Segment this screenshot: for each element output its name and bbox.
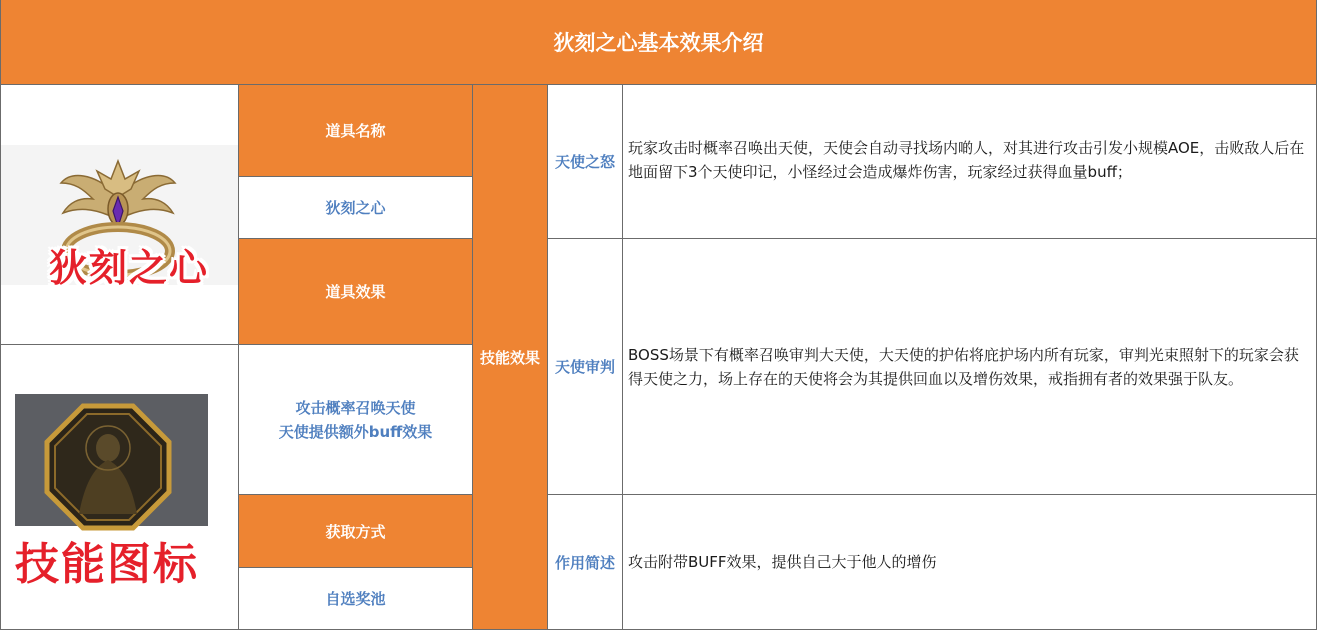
- item-name-value: [239, 177, 472, 238]
- skill-description: 玩家攻击时概率召唤出天使，天使会自动寻找场内啲人，对其进行攻击引发小规模AOE，击败敌人后在地面留下3个天使印记，小怪经过会造成爆炸伤害，玩家经过获得血量buff；: [628, 138, 1305, 181]
- grid-line: [472, 84, 473, 630]
- skill-icon-image-cell: [1, 346, 238, 629]
- item-effect-line: 攻击概率召唤天使: [295, 398, 416, 417]
- grid-line: [547, 494, 1317, 495]
- grid-line: [238, 344, 472, 345]
- grid-line: [547, 84, 548, 630]
- skill-icon-caption: 技能图标: [15, 539, 199, 590]
- grid-line: [622, 84, 623, 630]
- grid-line: [238, 238, 472, 239]
- skill-description: 攻击附带BUFF效果，提供自己大于他人的增伤: [628, 553, 937, 571]
- grid-line: [0, 0, 1, 630]
- item-effect-value: [239, 345, 472, 494]
- skill-description: BOSS场景下有概率召唤审判大天使，大天使的护佑将庇护场内所有玩家，审判光束照射下的玩家会获得天使之力，场上存在的天使将会为其提供回血以及增伤效果，戒指拥有者的效果强于队友。: [628, 345, 1299, 388]
- skill-name: 作用简述: [554, 553, 615, 572]
- grid-line: [238, 567, 472, 568]
- item-effect-line: 天使提供额外buff效果: [278, 422, 433, 441]
- grid-line: [547, 238, 1317, 239]
- item-effect-header: 道具效果: [239, 239, 472, 344]
- skill-name: 天使审判: [554, 358, 615, 376]
- item-source-value: [239, 568, 472, 629]
- item-source-text: 自选奖池: [325, 589, 386, 608]
- page-title: 狄刻之心基本效果介绍: [0, 0, 1317, 84]
- grid-line: [238, 176, 472, 177]
- grid-line: [0, 84, 1317, 85]
- grid-line: [238, 494, 472, 495]
- ring-caption: 狄刻之心: [49, 246, 210, 290]
- grid-line: [238, 84, 239, 630]
- item-name-text: 狄刻之心: [325, 198, 386, 217]
- skill-section-label: 技能效果: [473, 85, 547, 629]
- ring-image-cell: [1, 85, 238, 344]
- grid-line: [0, 344, 238, 345]
- item-source-header: 获取方式: [239, 495, 472, 567]
- skill-name: 天使之怒: [554, 153, 615, 171]
- item-name-header: 道具名称: [239, 85, 472, 176]
- angel-emblem-icon: [43, 402, 173, 532]
